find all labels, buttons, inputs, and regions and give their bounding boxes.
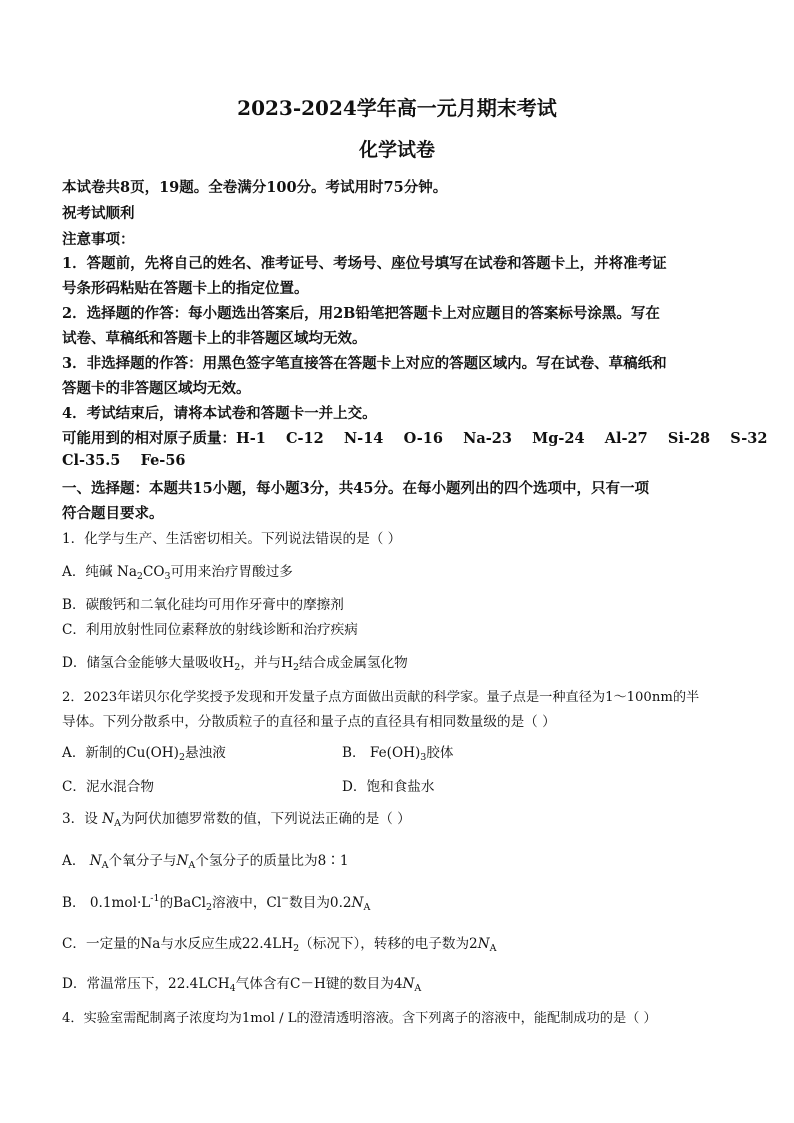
- exam-title: 2023-2024学年高一元月期末考试: [237, 96, 557, 120]
- q4-stem: 4．实验室需配制离子浓度均为1mol / L的澄清透明溶液。含下列离子的溶液中，能配制成功的是（ ）: [62, 1011, 657, 1026]
- q2-stem-b: 导体。下列分散系中，分散质粒子的直径和量子点的直径具有相同数量级的是（ ）: [62, 714, 556, 730]
- q1-option-c: C．利用放射性同位素释放的射线诊断和治疗疾病: [62, 622, 358, 638]
- notice-1b: 号条形码粘贴在答题卡上的指定位置。: [62, 280, 309, 297]
- q1-option-b: B．碳酸钙和二氧化硅均可用作牙膏中的摩擦剂: [62, 597, 344, 613]
- atomic-masses-row2: Cl-35.5 Fe-56: [62, 452, 186, 469]
- q3-option-d: D．常温常压下，$22.4LCH_4$气体含有C－H键的数目为$4N_A$: [62, 976, 422, 994]
- q1-option-a: A．纯碱 $Na_2CO_3$可用来治疗胃酸过多: [62, 564, 293, 582]
- q1-option-d: D．储氢合金能够大量吸收$H_2$，并与$H_2$结合成金属氢化物: [62, 655, 408, 673]
- notice-1a: 1．答题前，先将自己的姓名、准考证号、考场号、座位号填写在试卷和答题卡上，并将准考证: [62, 255, 667, 272]
- q2-option-c: C．泥水混合物: [62, 779, 154, 795]
- q3-stem: 3．设 $N_A$为阿伏加德罗常数的值，下列说法正确的是（ ）: [62, 811, 411, 829]
- q3-option-a: A． $N_A$个氧分子与$N_A$个氢分子的质量比为8∶1: [62, 853, 349, 871]
- notice-heading: 注意事项：: [62, 231, 135, 248]
- atomic-masses-values: H-1 C-12 N-14 O-16 Na-23 Mg-24 Al-27 Si-28 S-32: [236, 430, 768, 447]
- q2-option-b: B． $Fe(OH)_3$胶体: [342, 745, 454, 763]
- q2-option-a: A．新制的$Cu(OH)_2$悬浊液: [62, 745, 226, 763]
- section-heading-b: 符合题目要求。: [62, 505, 164, 522]
- q3-option-b: B． $0.1mol\cdot L^{-1}$的BaCl$_2$溶液中，Cl−数目为$0.2N_A$: [62, 893, 371, 913]
- atomic-masses-row1: [62, 427, 767, 448]
- good-luck-text: 祝考试顺利: [62, 205, 135, 222]
- notice-2b: 试卷、草稿纸和答题卡上的非答题区域均无效。: [62, 330, 367, 347]
- notice-2a: 2．选择题的作答：每小题选出答案后，用2B铅笔把答题卡上对应题目的答案标号涂黑。写在: [62, 305, 660, 322]
- notice-3b: 答题卡的非答题区域均无效。: [62, 380, 251, 397]
- q3-option-c: C．一定量的Na与水反应生成$22.4LH_2$（标况下），转移的电子数为$2N_A$: [62, 936, 497, 954]
- atomic-masses-label: 可能用到的相对原子质量：: [62, 430, 236, 447]
- q1-stem: 1．化学与生产、生活密切相关。下列说法错误的是（ ）: [62, 531, 402, 547]
- exam-subtitle: 化学试卷: [358, 139, 435, 161]
- section-heading-a: 一、选择题：本题共15小题，每小题3分，共45分。在每小题列出的四个选项中，只有一项: [62, 480, 649, 497]
- q2-option-d: D．饱和食盐水: [342, 779, 435, 795]
- notice-4: 4．考试结束后，请将本试卷和答题卡一并上交。: [62, 405, 377, 422]
- exam-info: 本试卷共8页，19题。全卷满分100分。考试用时75分钟。: [62, 179, 448, 196]
- notice-3a: 3．非选择题的作答：用黑色签字笔直接答在答题卡上对应的答题区域内。写在试卷、草稿纸和: [62, 355, 667, 372]
- q2-stem-a: 2．2023年诺贝尔化学奖授予发现和开发量子点方面做出贡献的科学家。量子点是一种直径为1～100nm的半: [62, 690, 700, 705]
